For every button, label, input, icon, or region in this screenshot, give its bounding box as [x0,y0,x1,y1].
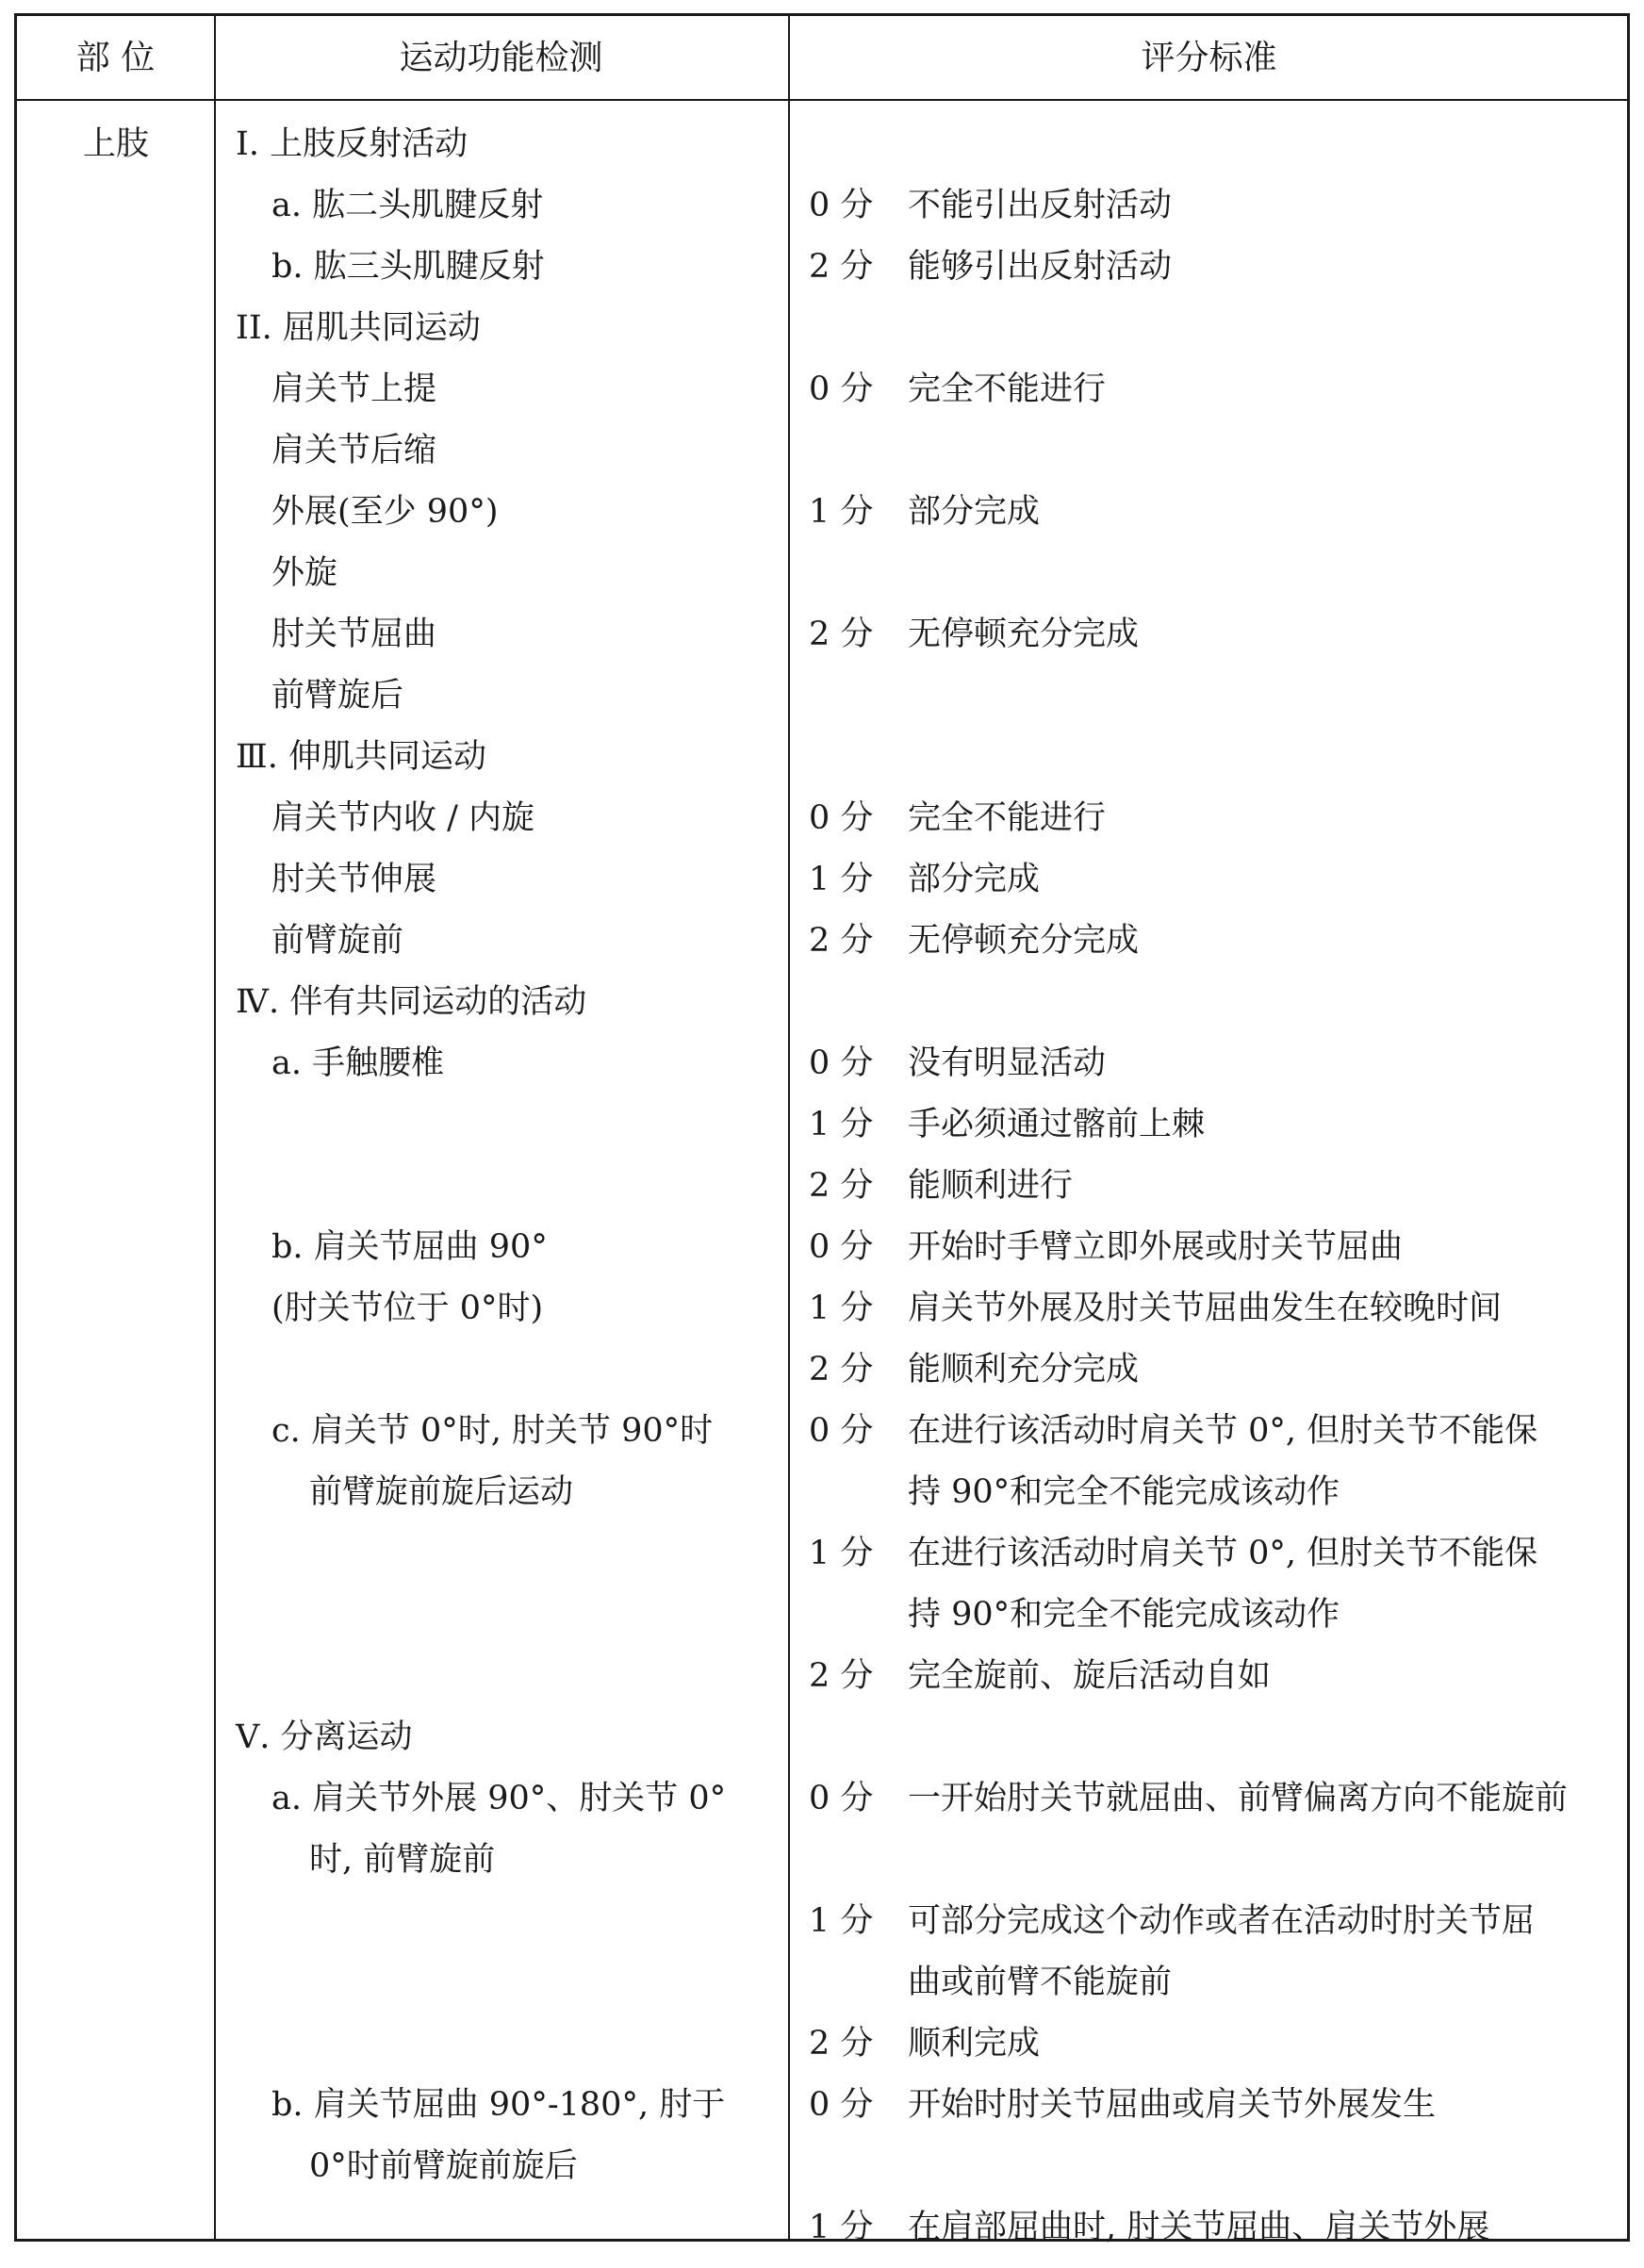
scoring-table [14,13,1630,2246]
item: 时, 前臂旋前 [309,1841,496,1879]
score-description: 肩关节外展及肘关节屈曲发生在较晚时间 [908,1290,1503,1327]
item: 外展(至少 90°) [271,493,499,531]
item-heading: I. 上肢反射活动 [236,125,469,163]
header-region: 部 位 [75,39,156,77]
item: (肘关节位于 0°时) [271,1290,544,1327]
score-description: 部分完成 [908,861,1041,898]
score-value: 2 分 [809,1657,874,1695]
score-value: 1 分 [809,493,874,531]
item: 外旋 [271,554,338,592]
item: 肩关节后缩 [271,432,437,469]
item: b. 肩关节屈曲 90° [271,1228,548,1266]
score-description: 完全旋前、旋后活动自如 [908,1657,1272,1695]
score-description: 曲或前臂不能旋前 [908,1964,1173,2001]
score-description: 无停顿充分完成 [908,922,1140,960]
item: 0°时前臂旋前旋后 [309,2147,578,2185]
score-value: 0 分 [809,1044,874,1082]
item-heading: Ⅲ. 伸肌共同运动 [236,738,487,776]
score-description: 持 90°和完全不能完成该动作 [908,1596,1340,1634]
score-value: 1 分 [809,1535,874,1572]
score-value: 2 分 [809,248,874,286]
header-test: 运动功能检测 [399,39,603,77]
score-description: 能够引出反射活动 [908,248,1173,286]
score-value: 0 分 [809,799,874,837]
score-description: 在肩部屈曲时, 肘关节屈曲、肩关节外展 [908,2209,1490,2246]
score-description: 能顺利充分完成 [908,1351,1140,1389]
item: b. 肱三头肌腱反射 [271,248,545,286]
item-heading: Ⅳ. 伴有共同运动的活动 [236,983,587,1021]
score-value: 1 分 [809,2209,874,2246]
item: a. 肩关节外展 90°、肘关节 0° [271,1780,727,1817]
score-value: 1 分 [809,861,874,898]
score-value: 2 分 [809,2025,874,2063]
item: b. 肩关节屈曲 90°-180°, 肘于 [271,2086,726,2124]
score-description: 在进行该活动时肩关节 0°, 但肘关节不能保 [908,1535,1538,1572]
item: 前臂旋前 [271,922,404,960]
score-value: 0 分 [809,187,874,224]
item: 前臂旋前旋后运动 [309,1473,574,1511]
item: a. 手触腰椎 [271,1044,445,1082]
item-heading: II. 屈肌共同运动 [236,309,481,347]
score-description: 部分完成 [908,493,1041,531]
score-description: 完全不能进行 [908,370,1107,408]
item: 肩关节上提 [271,370,437,408]
score-value: 0 分 [809,1228,874,1266]
score-value: 2 分 [809,616,874,653]
item: c. 肩关节 0°时, 肘关节 90°时 [271,1412,714,1450]
score-description: 能顺利进行 [908,1167,1074,1205]
score-description: 无停顿充分完成 [908,616,1140,653]
score-value: 0 分 [809,2086,874,2124]
score-description: 开始时肘关节屈曲或肩关节外展发生 [908,2086,1437,2124]
score-value: 2 分 [809,922,874,960]
score-description: 没有明显活动 [908,1044,1107,1082]
score-value: 0 分 [809,1412,874,1450]
item: a. 肱二头肌腱反射 [271,187,544,224]
score-description: 开始时手臂立即外展或肘关节屈曲 [908,1228,1404,1266]
score-value: 1 分 [809,1902,874,1940]
score-value: 1 分 [809,1290,874,1327]
item: 肘关节伸展 [271,861,437,898]
item: 肩关节内收 / 内旋 [271,799,535,837]
score-description: 不能引出反射活动 [908,187,1173,224]
score-description: 手必须通过髂前上棘 [908,1106,1206,1143]
score-description: 可部分完成这个动作或者在活动时肘关节屈 [908,1902,1536,1940]
score-value: 1 分 [809,1106,874,1143]
item-heading: Ⅴ. 分离运动 [236,1718,413,1756]
header-criteria: 评分标准 [1141,39,1277,77]
region-label: 上肢 [83,125,150,163]
item: 肘关节屈曲 [271,616,437,653]
score-value: 0 分 [809,370,874,408]
score-description: 持 90°和完全不能完成该动作 [908,1473,1340,1511]
score-value: 2 分 [809,1167,874,1205]
column-divider-2 [788,16,790,2239]
score-value: 0 分 [809,1780,874,1817]
score-value: 2 分 [809,1351,874,1389]
score-description: 一开始肘关节就屈曲、前臂偏离方向不能旋前 [908,1780,1569,1817]
column-divider-1 [214,16,216,2239]
score-description: 顺利完成 [908,2025,1041,2063]
score-description: 完全不能进行 [908,799,1107,837]
item: 前臂旋后 [271,677,404,715]
score-description: 在进行该活动时肩关节 0°, 但肘关节不能保 [908,1412,1538,1450]
